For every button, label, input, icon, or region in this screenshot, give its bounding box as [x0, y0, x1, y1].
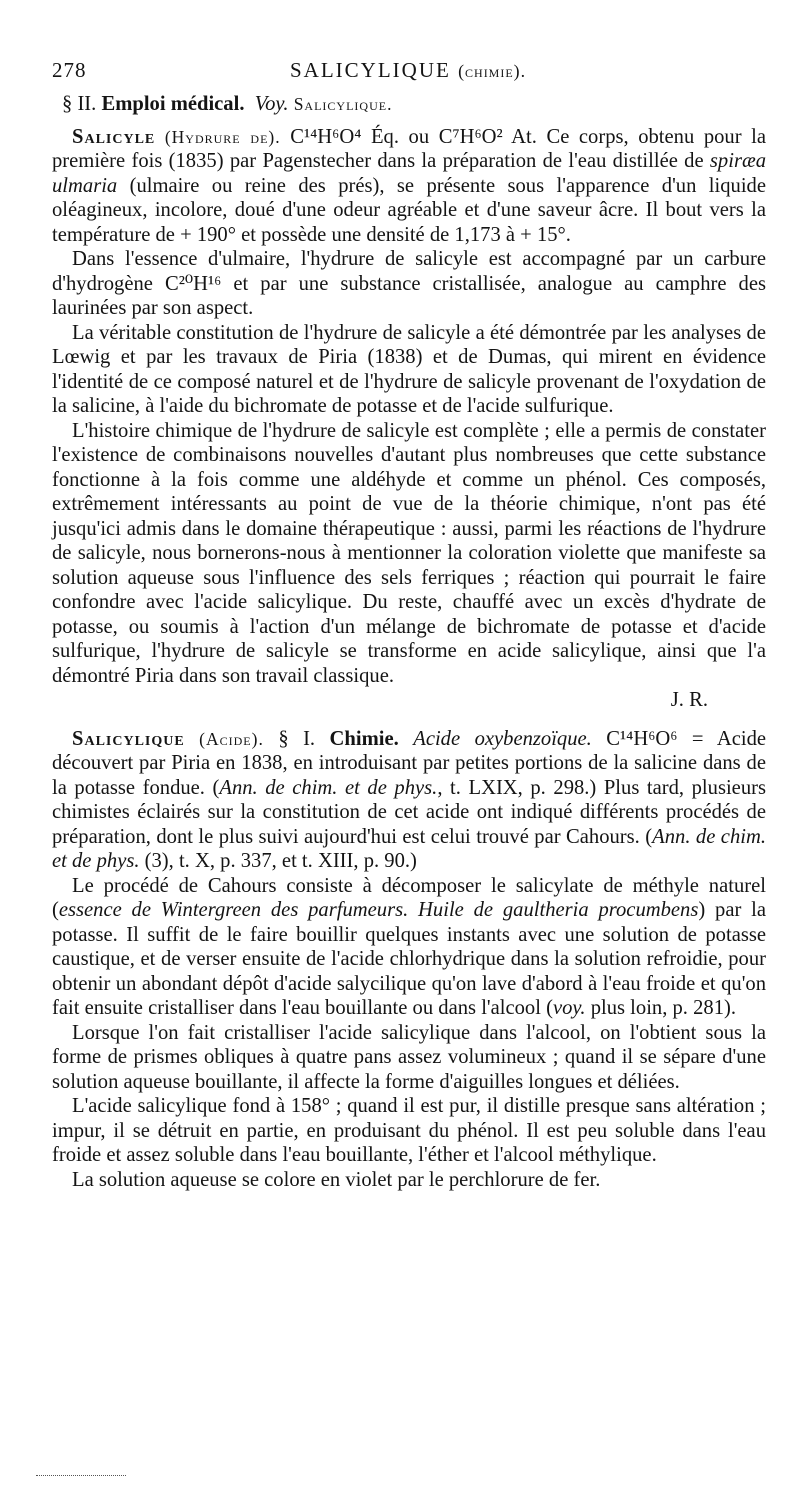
- entry-headword-salicyle: Salicyle: [72, 125, 156, 148]
- voy-label: Voy.: [254, 93, 289, 115]
- salicylique-paragraph-4: L'acide salicylique fond à 158° ; quand il est pur, il distille presque sans altération ; impur, il se détruit en partie, en produisant du phénol. Il est peu soluble dans l'eau froide et assez soluble dans l'eau bouillante, l'éther et l'alcool méthylique.: [52, 1095, 766, 1166]
- salicylique-text-2c: plus loin, p. 281).: [585, 997, 736, 1019]
- section-ii-line: [52, 92, 766, 117]
- running-head: [290, 58, 526, 83]
- footnote-rule: [36, 1475, 126, 1476]
- entry-subhead-salicyle: (Hydrure de).: [164, 126, 281, 147]
- page-body: [52, 92, 766, 1192]
- running-title: SALICYLIQUE: [290, 58, 451, 82]
- section-mark-i: § I.: [278, 727, 316, 750]
- salicylique-text-2a: Le procédé de Cahours consiste à décomposer le salicylate de méthyle naturel (: [52, 874, 766, 921]
- journal-ref-1: Ann. de chim. et de phys.: [219, 776, 438, 799]
- author-signature: J. R.: [670, 689, 708, 711]
- essence-name: essence de Wintergreen des parfumeurs. Huile de gaultheria procumbens: [58, 899, 699, 921]
- page-number: 278: [52, 58, 87, 82]
- salicylique-paragraph-2: [52, 874, 766, 1021]
- salicylique-text-1a: Acide découvert par Piria en 1838, en introduisant par petites portions de la salicine dans de la potasse fondue. (: [52, 727, 767, 799]
- page-header: [52, 58, 752, 92]
- salicyle-text-1: C¹⁴H⁶O⁴ Éq. ou C⁷H⁶O² At. Ce corps, obtenu pour la première fois (1835) par Pagenstecher dans la préparation de l'eau distillée de: [52, 125, 766, 172]
- entry-headword-salicylique: Salicylique: [72, 727, 185, 750]
- cross-reference: Salicylique.: [293, 94, 393, 114]
- journal-ref-2: Ann. de chim. et de phys.: [52, 825, 766, 872]
- salicylique-paragraph-1: [52, 727, 766, 874]
- salicylique-text-2b: ) par la potasse. Il suffit de le faire bouillir quelques instants avec une solution de potasse caustique, et de verser ensuite de l'acide chlorhydrique dans la solution refroidie, pour obtenir un abondant dépôt d'acide salycilique qu'on lave d'abord à l'eau froide et qu'on fait ensuite cristalliser dans l'eau bouillante ou dans l'alcool (: [52, 899, 767, 1019]
- salicyle-paragraph-3: La véritable constitution de l'hydrure de salicyle a été démontrée par les analyses de Lœwig et par les travaux de Piria (1838) et de Dumas, qui mirent en évidence l'identité de ce composé naturel et de l'hydrure de salicyle provenant de l'oxydation de la salicine, à l'aide du bichromate de potasse et de l'acide sulfurique.: [52, 321, 766, 417]
- salicyle-paragraph-4: L'histoire chimique de l'hydrure de salicyle est complète ; elle a permis de constater l'existence de combinaisons nouvelles d'autant plus nombreuses que cette substance fonctionne à la fois comme une aldéhyde et comme un phénol. Ces composés, extrêmement intéressants au point de vue de la théorie chimique, n'ont pas été jusqu'ici admis dans le domaine thérapeutique : aussi, parmi les réactions de l'hydrure de salicyle, nous bornerons-nous à mentionner la coloration violette que manifeste sa solution aqueuse sous l'influence des sels ferriques ; réaction qui pourrait le faire confondre avec l'acide salicylique. Du reste, chauffé avec un excès d'hydrate de potasse, ou soumis à l'action d'un mélange de bichromate de potasse et d'acide sulfurique, l'hydrure de salicyle se transforme en acide salicylique, ainsi que l'a démontré Piria dans son travail classique.: [52, 419, 766, 687]
- alternate-name: Acide oxybenzoïque.: [413, 727, 592, 750]
- salicylique-text-1b: , t. LXIX, p. 298.) Plus tard, plusieurs chimistes éclairés sur la constitution de cet acide ont indiqué différents procédés de préparation, dont le plus suivi aujourd'hui est celui trouvé par Cahours. (: [52, 776, 766, 848]
- entry-subhead-salicylique: (Acide).: [199, 728, 264, 749]
- salicyle-paragraph-2: Dans l'essence d'ulmaire, l'hydrure de salicyle est accompagné par un carbure d'hydrogène C²⁰H¹⁶ et par une substance cristallisée, analogue au camphre des laurinées par son aspect.: [52, 248, 766, 319]
- section-mark: § II.: [62, 93, 97, 115]
- salicylique-text-1c: (3), t. X, p. 337, et t. XIII, p. 90.): [139, 850, 417, 872]
- voy-label-2: voy.: [552, 997, 586, 1019]
- salicylique-paragraph-3: Lorsque l'on fait cristalliser l'acide salicylique dans l'alcool, on l'obtient sous la forme de prismes obliques à quatre pans assez volumineux ; quand il se sépare d'une solution aqueuse bouillante, il affecte la forme d'aiguilles longues et déliées.: [52, 1021, 766, 1093]
- salicyle-plant-name: spiræa ulmaria: [52, 150, 766, 197]
- section-label: Emploi médical.: [101, 93, 245, 115]
- section-label-chimie: Chimie.: [329, 727, 399, 750]
- chemical-formula: C¹⁴H⁶O⁶ =: [606, 727, 704, 750]
- salicylique-paragraph-5: La solution aqueuse se colore en violet par le perchlorure de fer.: [72, 1168, 601, 1191]
- running-subtitle: (chimie).: [458, 61, 527, 81]
- salicyle-text-1-end: (ulmaire ou reine des prés), se présente sous l'apparence d'un liquide oléagineux, incolore, doué d'une odeur agréable et d'une saveur âcre. Il bout vers la température de + 190° et possède une densité de 1,173 à + 15°.: [52, 174, 766, 246]
- salicyle-paragraph-1: [52, 125, 766, 248]
